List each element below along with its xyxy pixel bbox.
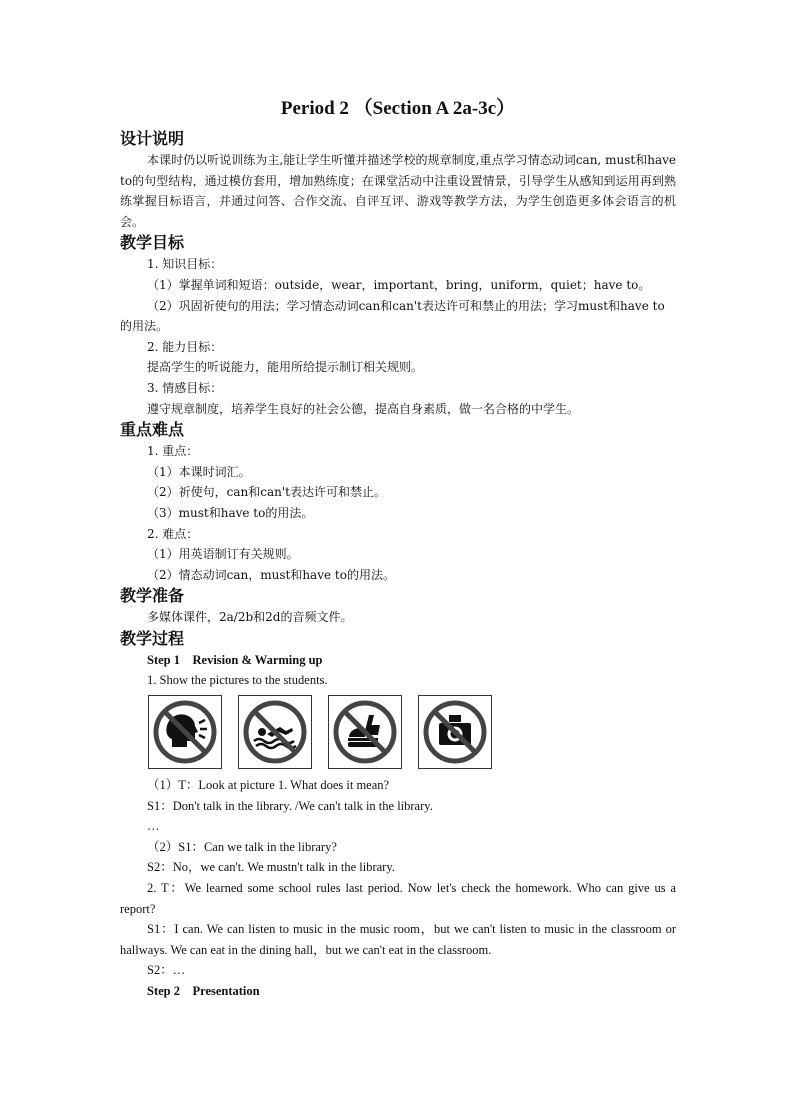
difficult-point-2: （2）情态动词can，must和have to的用法。 <box>147 567 395 582</box>
dialogue-ellipsis: … <box>147 819 160 834</box>
prep-text: 多媒体课件，2a/2b和2d的音频文件。 <box>147 610 353 625</box>
ability-goal-label: 2. 能力目标： <box>147 339 223 354</box>
show-pictures-text: 1. Show the pictures to the students. <box>147 673 328 688</box>
no-eating-icon <box>328 695 402 769</box>
key-point-1: （1）本课时词汇。 <box>147 464 251 479</box>
knowledge-goal-label: 1. 知识目标： <box>147 257 223 272</box>
dialogue-line-4: S2：No，we can't. We mustn't talk in the library. <box>147 860 395 875</box>
design-text: 本课时仍以听说训练为主,能让学生听懂并描述学校的规章制度,重点学习情态动词can, must和have to的句型结构，通过模仿套用，增加熟练度；在课堂活动中注重设置情景，引导学生从感知到运用再到熟练掌握目标语言，并通过问答、合作交流、自评互评、游戏等教学方法，为学生创造更多体会语言的机会。 <box>120 153 676 229</box>
student-report: S1：I can. We can listen to music in the music room，but we can't listen to music in the classroom or hallways. We can eat in the dining hall，but we can't eat in the classroom. <box>120 922 676 957</box>
key-point-label: 1. 重点： <box>147 444 199 459</box>
key-point-3: （3）must和have to的用法。 <box>147 505 314 520</box>
difficult-point-1: （1）用英语制订有关规则。 <box>147 547 299 562</box>
no-talking-icon <box>148 695 222 769</box>
no-camera-icon <box>418 695 492 769</box>
ability-goal-text: 提高学生的听说能力，能用所给提示制订相关规则。 <box>147 360 424 375</box>
emotion-goal-text: 遵守规章制度，培养学生良好的社会公德，提高自身素质，做一名合格的中学生。 <box>147 401 580 416</box>
document-page <box>120 96 676 1002</box>
key-point-2: （2）祈使句，can和can't表达许可和禁止。 <box>147 485 386 500</box>
dialogue-line-3: （2）S1：Can we talk in the library? <box>147 839 337 854</box>
no-swimming-icon <box>238 695 312 769</box>
knowledge-goal-2: （2）巩固祈使句的用法；学习情态动词can和can't表达许可和禁止的用法；学习must和have to的用法。 <box>120 298 665 334</box>
key-points-heading: 重点难点 <box>120 420 185 440</box>
dialogue-line-2: S1：Don't talk in the library. /We can't talk in the library. <box>147 798 433 813</box>
step-1-heading: Step 1 Revision & Warming up <box>147 652 323 667</box>
dialogue-line-1: （1）T：Look at picture 1. What does it mean? <box>147 778 390 793</box>
step-2-heading: Step 2 Presentation <box>147 984 260 998</box>
sign-pictures <box>120 695 676 773</box>
dialogue-line-5: S2：… <box>147 963 186 978</box>
prep-heading: 教学准备 <box>120 586 185 606</box>
goals-heading: 教学目标 <box>120 233 185 253</box>
teacher-prompt: 2. T：We learned some school rules last period. Now let's check the homework. Who can give us a report? <box>120 881 676 916</box>
process-heading: 教学过程 <box>120 628 185 648</box>
design-heading: 设计说明 <box>120 129 185 148</box>
page-title: Period 2 （Section A 2a-3c） <box>280 98 516 119</box>
emotion-goal-label: 3. 情感目标： <box>147 380 223 395</box>
knowledge-goal-1: （1）掌握单词和短语：outside，wear，important，bring，uniform，quiet；have to。 <box>147 277 651 292</box>
difficult-point-label: 2. 难点： <box>147 526 199 541</box>
